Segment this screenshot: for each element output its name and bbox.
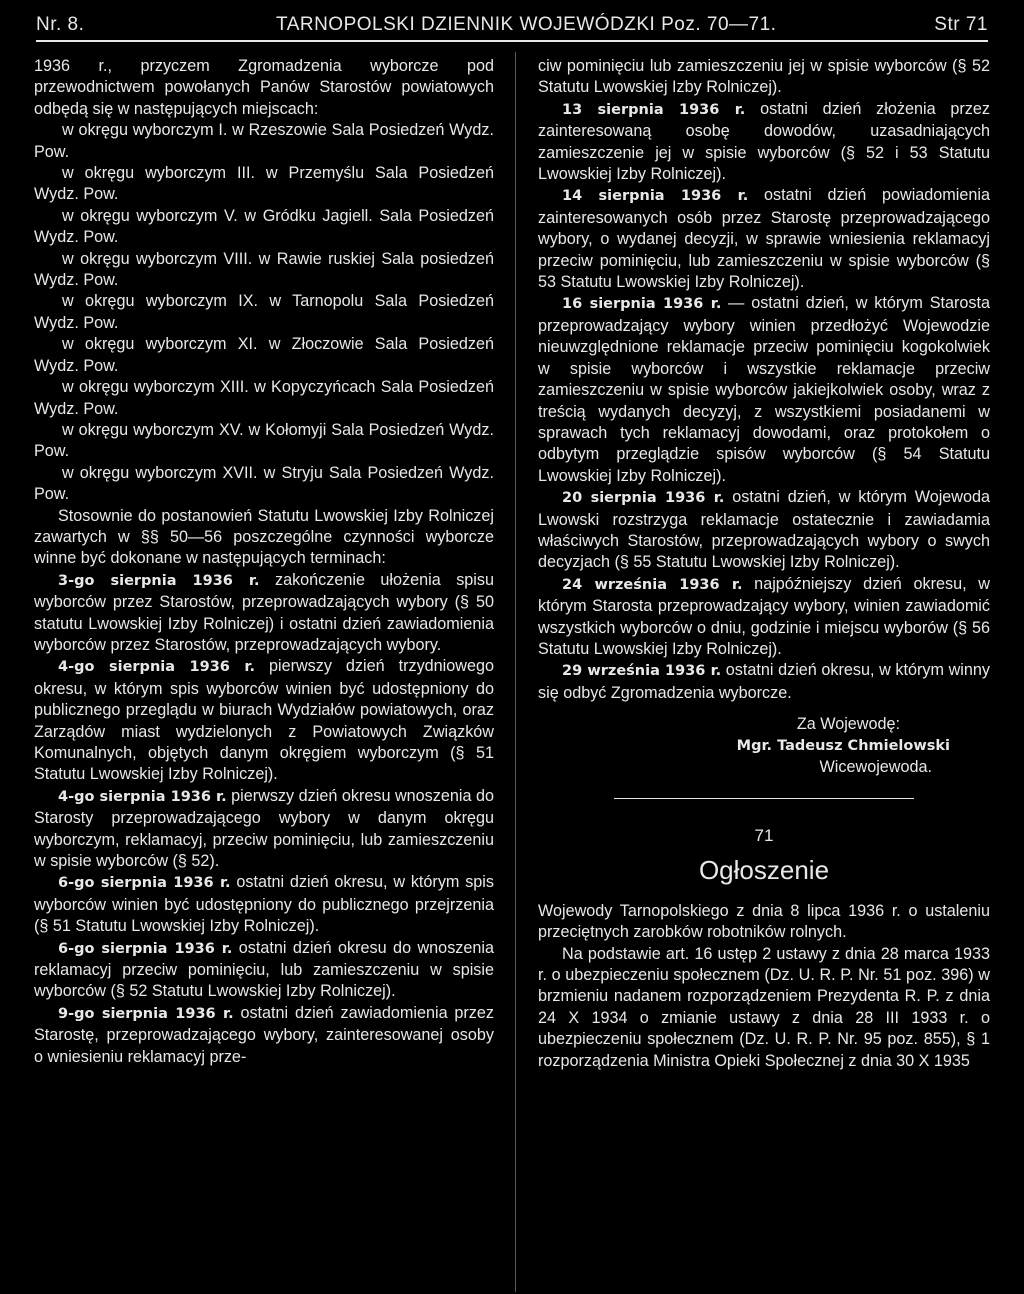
term-paragraph xyxy=(34,872,494,937)
term-text: pierwszy dzień trzydniowego okresu, w którym spis wyborców winien być udostępniony do publicznego przeglądu w biurach Wydziałów powiatowych, oraz Zarządów miast wydzielonych z Powiatowych Związków Komunalnych, objętych danym okręgiem wyborczym (§ 51 Statutu Lwowskiej Izby Rolniczej). xyxy=(34,657,494,784)
term-paragraph xyxy=(538,293,990,487)
term-text: zakończenie ułożenia spisu wyborców przez Starostów, przeprowadzających wybory (§ 50 statutu Lwowskiej Izby Rolniczej) i ostatni dzień zawiadomienia wyborców przez Starostów, przeprowadzających wybory. xyxy=(34,570,494,654)
term-text: ostatni dzień złożenia przez zainteresowaną osobę dowodów, uzasadniających zamieszczenie jej w spisie wyborców (§ 52 i 53 Statutu Lwowskiej Izby Rolniczej). xyxy=(538,99,990,184)
term-text: — ostatni dzień, w którym Starosta przeprowadzający wybory winien przedłożyć Wojewodzie nieuwzględnione reklamacje przeciw pominięciu kogokolwiek w spisie wyborców i wszystkie reklamacje przeciw zamieszczeniu w spisie wyborców jakiejkolwiek osoby, wraz z treścią wydanych decyzyj, z wszystkiemi posiadanemi w sprawach tych reklamacyj dowodami, oraz protokołem o odbytym przeglądzie spisów wyborców (§ 54 Statutu Lwowskiej Izby Rolniczej). xyxy=(538,294,990,485)
term-paragraph xyxy=(538,574,990,661)
place-item: w okręgu wyborczym IX. w Tarnopolu Sala Posiedzeń Wydz. Pow. xyxy=(34,292,494,332)
section-number: 71 xyxy=(754,826,774,846)
term-text: pierwszy dzień okresu wnoszenia do Starosty przeprowadzającego wybory w danym okręgu wyborczym, reklamacyj, przeciw pominięciu, lub zamieszczeniu w spisie wyborców (§ 52). xyxy=(34,786,494,871)
term-date: 4-go sierpnia 1936 r. xyxy=(58,659,256,676)
term-date: 29 września 1936 r. xyxy=(562,663,722,680)
term-paragraph xyxy=(34,656,494,785)
term-paragraph xyxy=(34,570,494,657)
journal-title: TARNOPOLSKI DZIENNIK WOJEWÓDZKI Poz. 70—71. xyxy=(276,14,777,35)
term-date: 13 sierpnia 1936 r. xyxy=(562,101,746,118)
place-item: w okręgu wyborczym III. w Przemyślu Sala Posiedzeń Wydz. Pow. xyxy=(34,164,494,204)
term-date: 4-go sierpnia 1936 r. xyxy=(58,788,227,805)
page-header xyxy=(36,6,988,42)
term-date: 14 sierpnia 1936 r. xyxy=(562,188,749,205)
place-item: w okręgu wyborczym V. w Gródku Jagiell. Sala Posiedzeń Wydz. Pow. xyxy=(34,206,494,247)
term-date: 6-go sierpnia 1936 r. xyxy=(58,940,233,957)
term-paragraph xyxy=(538,185,990,293)
signature-name: Mgr. Tadeusz Chmielowski xyxy=(736,737,950,754)
place-item: w okręgu wyborczym VIII. w Rawie ruskiej Sala posiedzeń Wydz. Pow. xyxy=(34,249,494,290)
term-date: 24 września 1936 r. xyxy=(562,576,743,593)
page-number: Str 71 xyxy=(934,14,988,35)
term-text: ostatni dzień okresu, w którym spis wyborców winien być udostępniony do publicznego przejrzenia (§ 51 Statutu Lwowskiej Izby Rolniczej). xyxy=(34,873,494,936)
statute-paragraph: Stosownie do postanowień Statutu Lwowskiej Izby Rolniczej zawartych w §§ 50—56 poszczególne czynności wyborcze winne być dokonane w następujących terminach: xyxy=(34,506,494,568)
section-title: Ogłoszenie xyxy=(698,854,830,885)
term-date: 16 sierpnia 1936 r. xyxy=(562,296,722,313)
term-text: ostatni dzień okresu do wnoszenia reklamacyj przeciw pominięciu, lub zamieszczeniu w spisie wyborców (§ 52 Statutu Lwowskiej Izby Rolniczej). xyxy=(34,938,494,1001)
signature-lead: Za Wojewodę: xyxy=(796,715,900,734)
place-item: w okręgu wyborczym XI. w Złoczowie Sala Posiedzeń Wydz. Pow. xyxy=(34,335,494,375)
term-date: 6-go sierpnia 1936 r. xyxy=(58,875,231,892)
term-paragraph xyxy=(538,99,990,186)
right-column xyxy=(538,56,990,1072)
place-item: w okręgu wyborczym XVII. w Stryju Sala Posiedzeń Wydz. Pow. xyxy=(34,463,494,504)
section-separator xyxy=(614,798,914,799)
term-paragraph xyxy=(34,1003,494,1068)
column-divider xyxy=(515,52,516,1292)
term-date: 20 sierpnia 1936 r. xyxy=(562,490,725,507)
signature-role: Wicewojewoda. xyxy=(819,758,932,776)
term-text: najpóźniejszy dzień okresu, w którym Starosta przeprowadzający wybory, winien zawiadomić wszystkich wyborców o dniu, godzinie i miejscu wyborów (§ 56 Statutu Lwowskiej Izby Rolniczej). xyxy=(538,574,990,658)
section-body: Na podstawie art. 16 ustęp 2 ustawy z dnia 28 marca 1933 r. o ubezpieczeniu społecznem (Dz. U. R. P. Nr. 51 poz. 396) w brzmieniu nadanem rozporządzeniem Prezydenta R. P. z dnia 24 X 1934 o zmianie ustawy z dnia 28 III 1933 r. o ubezpieczeniu społecznem (Dz. U. R. P. Nr. 95 poz. 855), § 1 rozporządzenia Ministra Opieki Społecznej z dnia 30 X 1935 xyxy=(538,944,990,1070)
term-text: ostatni dzień zawiadomienia przez Starostę, przeprowadzającego wybory, zainteresowanej osoby o wniesieniu reklamacyj prze- xyxy=(34,1003,494,1066)
term-paragraph xyxy=(538,487,990,574)
issue-number: Nr. 8. xyxy=(36,14,85,35)
term-text: ostatni dzień powiadomienia zainteresowanych osób przez Starostę przeprowadzającego wybory, o wydanej decyzji, w sprawie wniesienia reklamacyj przeciw pominięciu, lub zamieszczeniu w spisie wyborców (§ 53 Statutu Lwowskiej Izby Rolniczej). xyxy=(538,186,990,292)
place-item: w okręgu wyborczym XIII. w Kopyczyńcach Sala Posiedzeń Wydz. Pow. xyxy=(34,378,494,418)
term-date: 3-go sierpnia 1936 r. xyxy=(58,572,260,589)
place-item: w okręgu wyborczym I. w Rzeszowie Sala Posiedzeń Wydz. Pow. xyxy=(34,121,494,161)
term-paragraph xyxy=(34,938,494,1003)
term-date: 9-go sierpnia 1936 r. xyxy=(58,1005,234,1022)
place-item: w okręgu wyborczym XV. w Kołomyji Sala Posiedzeń Wydz. Pow. xyxy=(34,420,494,461)
left-column xyxy=(34,56,494,1068)
term-text: ostatni dzień, w którym Wojewoda Lwowski rozstrzyga reklamacje ostatecznie i zawiadamia właściwych Starostów, przeprowadzających wybory o swych decyzjach (§ 55 Statutu Lwowskiej Izby Rolniczej). xyxy=(538,488,990,572)
section-intro: Wojewody Tarnopolskiego z dnia 8 lipca 1936 r. o ustaleniu przeciętnych zarobków robotników rolnych. xyxy=(538,901,990,942)
term-paragraph xyxy=(538,660,990,704)
intro-paragraph: 1936 r., przyczem Zgromadzenia wyborcze pod przewodnictwem powołanych Panów Starostów powiatowych odbędą się w następujących miejscach: xyxy=(34,57,494,118)
term-paragraph xyxy=(34,786,494,873)
continuation-paragraph: ciw pominięciu lub zamieszczeniu jej w spisie wyborców (§ 52 Statutu Lwowskiej Izby Rolniczej). xyxy=(538,57,990,97)
term-text: ostatni dzień okresu, w którym winny się odbyć Zgromadzenia wyborcze. xyxy=(538,661,990,702)
